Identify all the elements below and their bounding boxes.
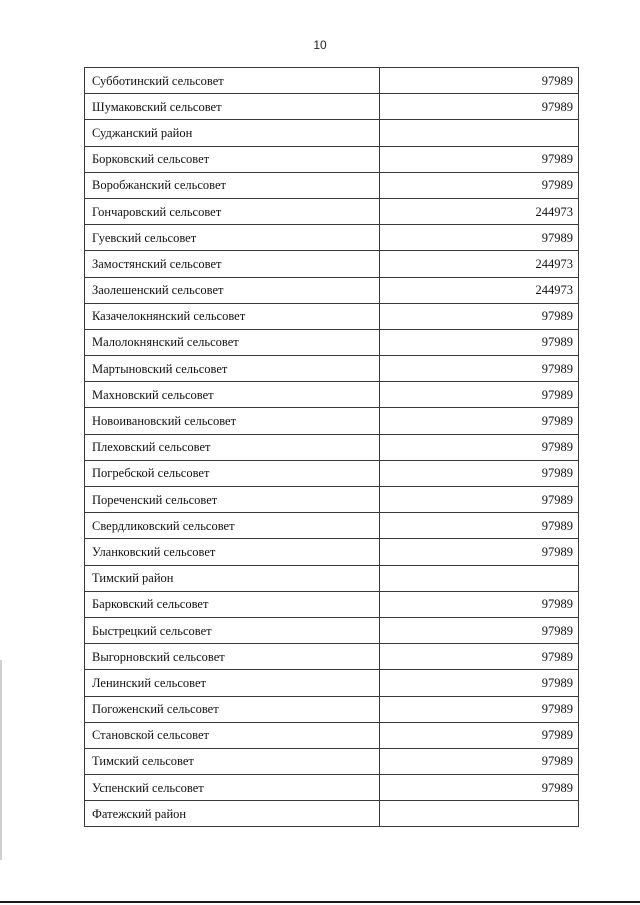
row-name-cell: Воробжанский сельсовет <box>85 172 380 198</box>
allocation-table <box>84 67 579 827</box>
row-name-cell: Субботинский сельсовет <box>85 68 380 94</box>
row-value-cell: 244973 <box>380 277 579 303</box>
table-row <box>85 303 579 329</box>
row-name-cell: Погоженский сельсовет <box>85 696 380 722</box>
row-name-cell: Ленинский сельсовет <box>85 670 380 696</box>
table-row <box>85 539 579 565</box>
row-name-cell: Махновский сельсовет <box>85 382 380 408</box>
table-row <box>85 487 579 513</box>
row-name-cell: Фатежский район <box>85 801 380 827</box>
row-value-cell: 97989 <box>380 617 579 643</box>
row-value-cell: 97989 <box>380 487 579 513</box>
row-value-cell: 97989 <box>380 434 579 460</box>
row-value-cell: 97989 <box>380 382 579 408</box>
table-row <box>85 94 579 120</box>
row-value-cell: 97989 <box>380 172 579 198</box>
row-name-cell: Малолокнянский сельсовет <box>85 329 380 355</box>
row-value-cell: 97989 <box>380 722 579 748</box>
row-name-cell: Тимский сельсовет <box>85 748 380 774</box>
table-row <box>85 225 579 251</box>
table-row <box>85 172 579 198</box>
table-row <box>85 670 579 696</box>
row-name-cell: Гончаровский сельсовет <box>85 198 380 224</box>
table-row-district-header <box>85 801 579 827</box>
row-name-cell: Становской сельсовет <box>85 722 380 748</box>
table-row <box>85 356 579 382</box>
table-body <box>85 68 579 827</box>
row-name-cell: Новоивановский сельсовет <box>85 408 380 434</box>
row-name-cell: Плеховский сельсовет <box>85 434 380 460</box>
row-name-cell: Замостянский сельсовет <box>85 251 380 277</box>
row-value-cell: 97989 <box>380 303 579 329</box>
row-value-cell: 97989 <box>380 591 579 617</box>
table-row <box>85 722 579 748</box>
row-name-cell: Погребской сельсовет <box>85 460 380 486</box>
row-name-cell: Суджанский район <box>85 120 380 146</box>
page-number: 10 <box>313 38 327 52</box>
row-value-cell: 97989 <box>380 146 579 172</box>
row-name-cell: Пореченский сельсовет <box>85 487 380 513</box>
row-value-cell: 97989 <box>380 460 579 486</box>
row-value-cell: 97989 <box>380 68 579 94</box>
row-name-cell: Уланковский сельсовет <box>85 539 380 565</box>
row-value-cell: 97989 <box>380 408 579 434</box>
row-value-cell: 97989 <box>380 696 579 722</box>
row-value-cell: 97989 <box>380 356 579 382</box>
row-name-cell: Свердликовский сельсовет <box>85 513 380 539</box>
row-value-cell: 97989 <box>380 670 579 696</box>
row-value-cell: 97989 <box>380 775 579 801</box>
table-row-district-header <box>85 120 579 146</box>
row-name-cell: Заолешенский сельсовет <box>85 277 380 303</box>
row-value-cell: 97989 <box>380 94 579 120</box>
table-row <box>85 696 579 722</box>
row-name-cell: Гуевский сельсовет <box>85 225 380 251</box>
row-name-cell: Быстрецкий сельсовет <box>85 617 380 643</box>
table-row <box>85 434 579 460</box>
row-name-cell: Мартыновский сельсовет <box>85 356 380 382</box>
table-row <box>85 408 579 434</box>
table-row <box>85 382 579 408</box>
row-name-cell: Шумаковский сельсовет <box>85 94 380 120</box>
table-row <box>85 460 579 486</box>
row-name-cell: Барковский сельсовет <box>85 591 380 617</box>
row-name-cell: Тимский район <box>85 565 380 591</box>
row-name-cell: Казачелокнянский сельсовет <box>85 303 380 329</box>
row-value-cell: 97989 <box>380 748 579 774</box>
row-value-cell: 244973 <box>380 198 579 224</box>
table-row <box>85 68 579 94</box>
table-row <box>85 644 579 670</box>
row-value-cell: 97989 <box>380 225 579 251</box>
row-value-cell: 97989 <box>380 513 579 539</box>
table-row <box>85 198 579 224</box>
row-name-cell: Борковский сельсовет <box>85 146 380 172</box>
row-value-cell: 97989 <box>380 539 579 565</box>
row-value-cell: 97989 <box>380 329 579 355</box>
table-row-district-header <box>85 565 579 591</box>
row-value-cell: 244973 <box>380 251 579 277</box>
table-row <box>85 329 579 355</box>
table-row <box>85 591 579 617</box>
row-value-cell <box>380 801 579 827</box>
table-row <box>85 513 579 539</box>
scan-bottom-border <box>0 901 640 903</box>
table-row <box>85 617 579 643</box>
table-row <box>85 146 579 172</box>
row-value-cell <box>380 565 579 591</box>
table-row <box>85 748 579 774</box>
row-name-cell: Успенский сельсовет <box>85 775 380 801</box>
row-value-cell: 97989 <box>380 644 579 670</box>
scan-edge-mark <box>0 660 2 860</box>
table-row <box>85 277 579 303</box>
row-value-cell <box>380 120 579 146</box>
table-row <box>85 251 579 277</box>
row-name-cell: Выгорновский сельсовет <box>85 644 380 670</box>
table-row <box>85 775 579 801</box>
